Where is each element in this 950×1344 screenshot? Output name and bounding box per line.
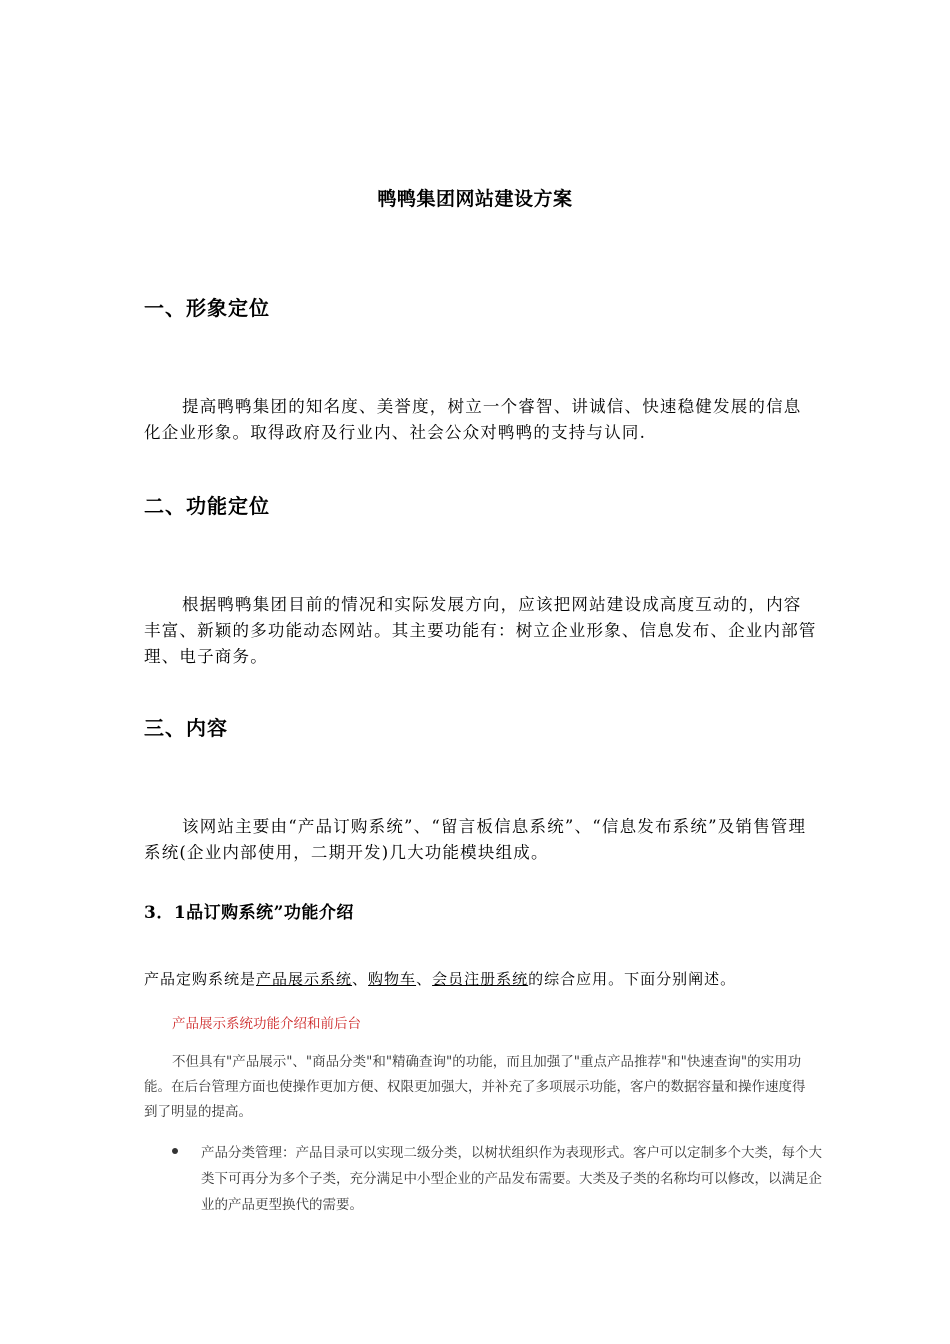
subsection-intro: [144, 968, 736, 989]
section-heading-image-positioning: 一、形象定位: [144, 296, 270, 320]
section-paragraph-content: [144, 814, 819, 866]
paragraph-text: 不但具有"产品展示"、"商品分类"和"精确查询"的功能，而且加强了"重点产品推荐"和"快速查询"的实用功能。在后台管理方面也使操作更加方便、权限更加强大，并补充了多项展示功能，客户的数据容量和操作速度得到了明显的提高。: [144, 1054, 806, 1120]
paragraph-text: 提高鸭鸭集团的知名度、美誉度，树立一个睿智、讲诚信、快速稳健发展的信息化企业形象。取得政府及行业内、社会公众对鸭鸭的支持与认同.: [144, 397, 802, 442]
intro-separator: 、: [352, 970, 369, 988]
section-heading-content: 三、内容: [144, 716, 228, 740]
product-display-system-link[interactable]: 产品展示系统: [256, 970, 353, 988]
intro-prefix: 产品定购系统是: [144, 970, 257, 988]
section-heading-function-positioning: 二、功能定位: [144, 494, 270, 518]
section-paragraph-function-positioning: [144, 592, 819, 670]
bullet-icon: [172, 1148, 178, 1154]
subsection-heading: 3．1品订购系统”功能介绍: [144, 903, 354, 923]
list-item: 产品分类管理：产品目录可以实现二级分类，以树状组织作为表现形式。客户可以定制多个大类，每个大类下可再分为多个子类，充分满足中小型企业的产品发布需要。大类及子类的名称均可以修改，以满足企业的产品更型换代的需要。: [201, 1145, 822, 1213]
member-registration-link[interactable]: 会员注册系统: [432, 970, 529, 988]
intro-separator: 、: [416, 970, 433, 988]
product-display-paragraph: [144, 1050, 816, 1125]
product-display-heading: 产品展示系统功能介绍和前后台: [172, 1016, 361, 1032]
shopping-cart-link[interactable]: 购物车: [368, 970, 417, 988]
paragraph-text: 该网站主要由“产品订购系统”、“留言板信息系统”、“信息发布系统”及销售管理系统(企业内部使用，二期开发)几大功能模块组成。: [144, 817, 807, 862]
section-paragraph-image-positioning: [144, 394, 819, 446]
paragraph-text: 根据鸭鸭集团目前的情况和实际发展方向，应该把网站建设成高度互动的，内容丰富、新颖的多功能动态网站。其主要功能有：树立企业形象、信息发布、企业内部管理、电子商务。: [144, 595, 817, 666]
document-title: 鸭鸭集团网站建设方案: [377, 188, 573, 210]
intro-suffix: 的综合应用。下面分别阐述。: [528, 970, 737, 988]
